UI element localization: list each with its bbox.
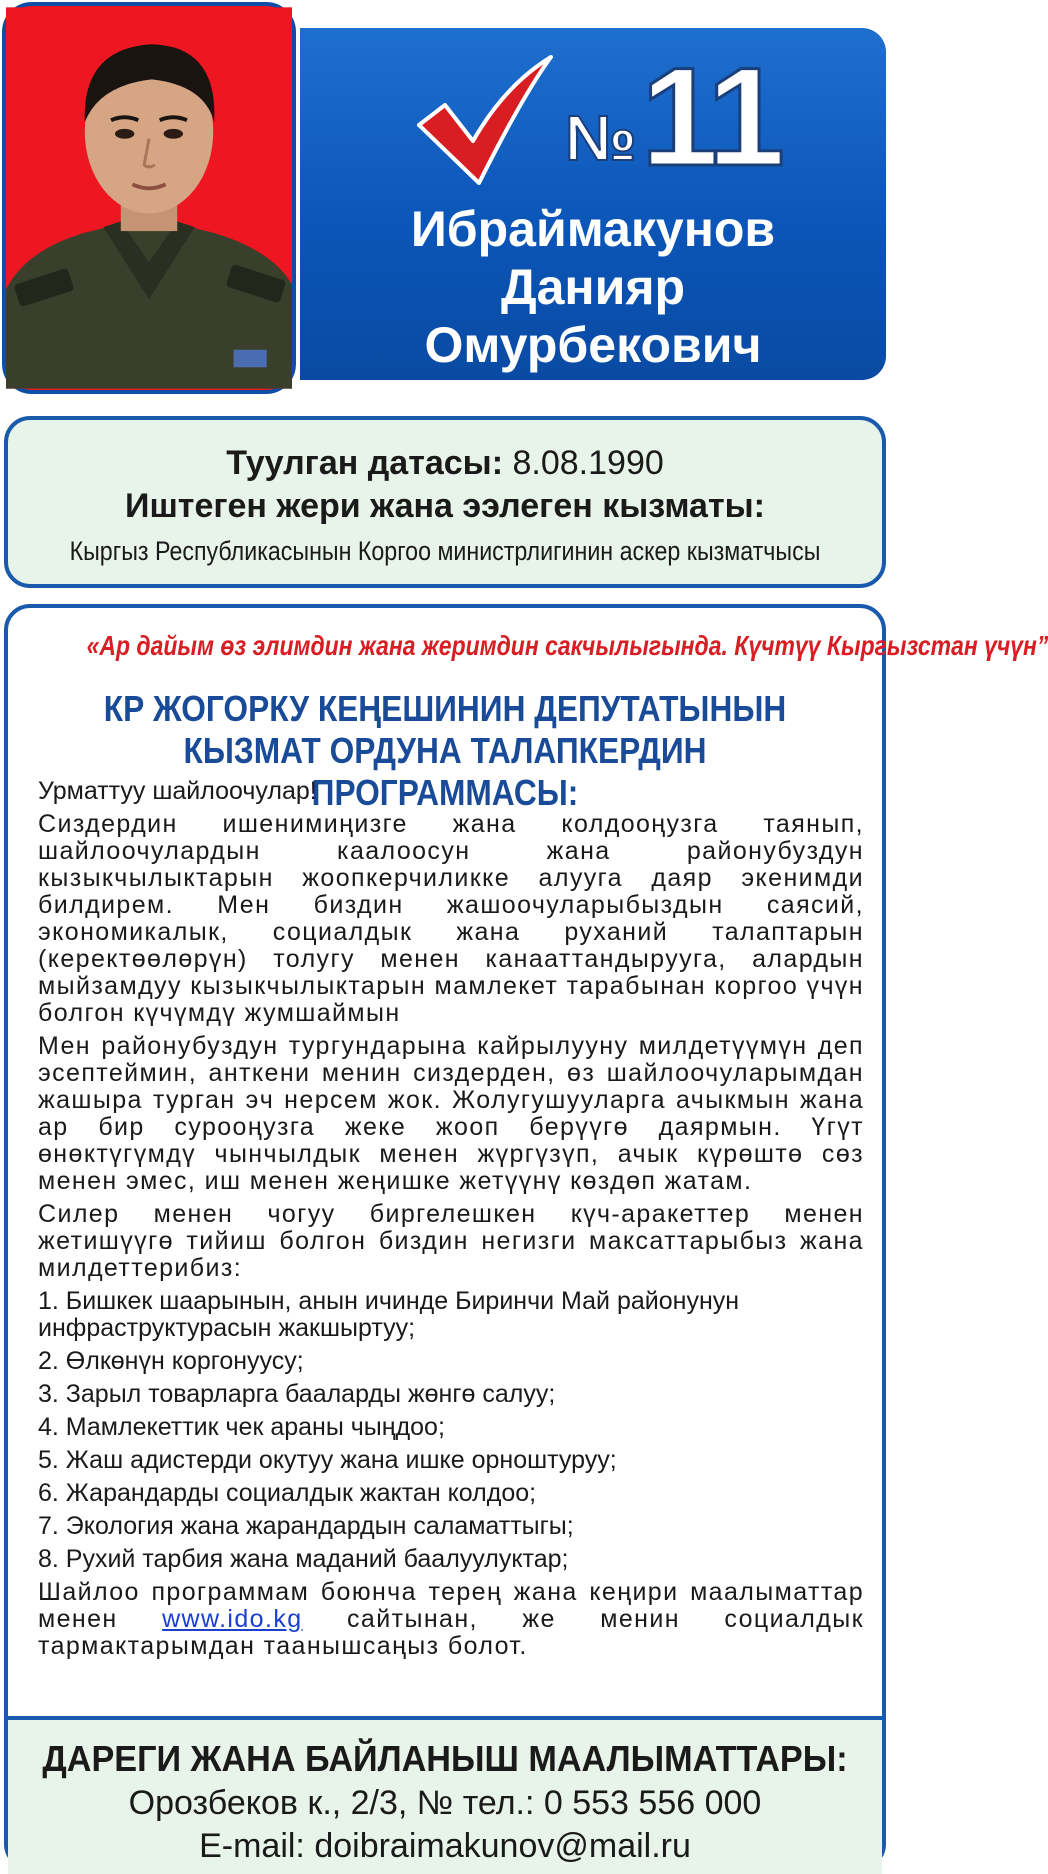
number-sign: №: [565, 102, 635, 174]
info-box: [4, 416, 886, 588]
paragraph-2: Мен районубуздун тургундарына кайрылууну милдетүүмүн деп эсептеймин, анткени менин сиздерден, өз шайлоочуларымдан жашыра турган эч нерсем жок. Жолугушууларга ачыкмын жана ар бир суроoңузга жеке жооп берүүгө даярмын. Үгүт өнөктүгүмдү чынчылдык менен жүргүзүп, ачык күрөштө сөз менен эмес, иш менен жеңишке жетүүнү көздөп жатам.: [38, 1032, 864, 1195]
work-label: Иштеген жери жана ээлеген кызматы:: [125, 487, 765, 525]
list-item: 2. Өлкөнүн коргонуусу;: [38, 1347, 304, 1375]
candidate-photo: [2, 2, 296, 394]
candidate-number: 11: [641, 38, 781, 195]
program-box: [4, 604, 1048, 1870]
candidate-surname: Ибраймакунов: [410, 201, 776, 257]
list-item: 5. Жаш адистерди окутуу жана ишке орноштуруу;: [38, 1446, 617, 1474]
list-item: 1. Бишкек шаарынын, анын ичинде Биринчи Май районунун инфраструктурасын жакшыртуу;: [38, 1287, 740, 1342]
closing-text-end: сайтынан, же менин социалдык тармактарымдан таанышсаңыз болот.: [38, 1605, 864, 1660]
contacts-email: E-mail: doibraimakunov@mail.ru: [199, 1827, 691, 1865]
candidate-patronymic: Омурбекович: [424, 317, 762, 373]
contacts-section: [8, 1716, 882, 1874]
program-title-line-1: КР ЖОГОРКУ КЕҢЕШИНИН ДЕПУТАТЫНЫН: [103, 688, 787, 729]
paragraph-3: Силер менен чогуу биргелешкен күч-аракеттер менен жетишүүгө тийиш болгон биздин негизги максаттарыбыз жана милдеттерибиз:: [38, 1200, 864, 1282]
list-item: 3. Зарыл товарларга бааларды жөнгө салуу;: [38, 1380, 556, 1408]
checkmark-icon: [415, 55, 555, 185]
program-title-line-2: КЫЗМАТ ОРДУНА ТАЛАПКЕРДИН ПРОГРАММАСЫ:: [183, 730, 707, 813]
paragraph-1: Сиздердин ишенимиңизге жана колдооңузга таянып, шайлоочулардын каалоосун жана районубуздун кызыкчылыктарын жоопкерчиликке алууга даяр экенимди билдирем. Мен биздин жашоочуларыбыздын саясий, экономикалык, социалдык жана руханий талаптарын (керектөөлөрүн) толугу менен канааттандырууга, алардын мыйзамдуу кызыкчылыктарын мамлекет тарабынан коргоо үчүн болгон күчүмдү жумшаймын: [38, 810, 864, 1027]
list-item: 4. Мамлекеттик чек араны чыңдоо;: [38, 1413, 445, 1441]
candidate-first-name: Данияр: [500, 259, 686, 315]
program-text: [38, 778, 864, 1666]
work-value: Кыргыз Республикасынын Коргоо министрлигинин аскер кызматчысы: [69, 536, 821, 566]
candidate-name: [300, 200, 886, 374]
birth-date-value: 8.08.1990: [512, 444, 664, 482]
list-item: 6. Жарандарды социалдык жактан колдоо;: [38, 1479, 537, 1507]
goals-list: [38, 1288, 864, 1573]
closing-text-start: Шайлоо программам боюнча терең жана кеңири маалыматтар менен: [38, 1578, 864, 1633]
closing-paragraph: [38, 1579, 864, 1660]
contacts-address: Орозбеков к., 2/3, № тел.: 0 553 556 000: [128, 1784, 762, 1822]
slogan: «Ар дайым өз элимдин жана жеримдин сакчылыгында. Күчтүү Кыргызстан үчүн”: [86, 630, 1048, 661]
birth-date-row: [8, 444, 882, 483]
candidate-number-badge: [415, 38, 885, 195]
list-item: 8. Рухий тарбия жана маданий баалуулуктар;: [38, 1545, 569, 1573]
website-link[interactable]: www.ido.kg: [162, 1605, 303, 1633]
contacts-title: ДАРЕГИ ЖАНА БАЙЛАНЫШ МААЛЫМАТТАРЫ:: [42, 1738, 848, 1779]
greeting: Урматтуу шайлоочулар!: [38, 777, 317, 805]
list-item: 7. Экология жана жарандардын саламаттыгы;: [38, 1512, 574, 1540]
birth-date-label: Туулган датасы:: [226, 444, 504, 482]
